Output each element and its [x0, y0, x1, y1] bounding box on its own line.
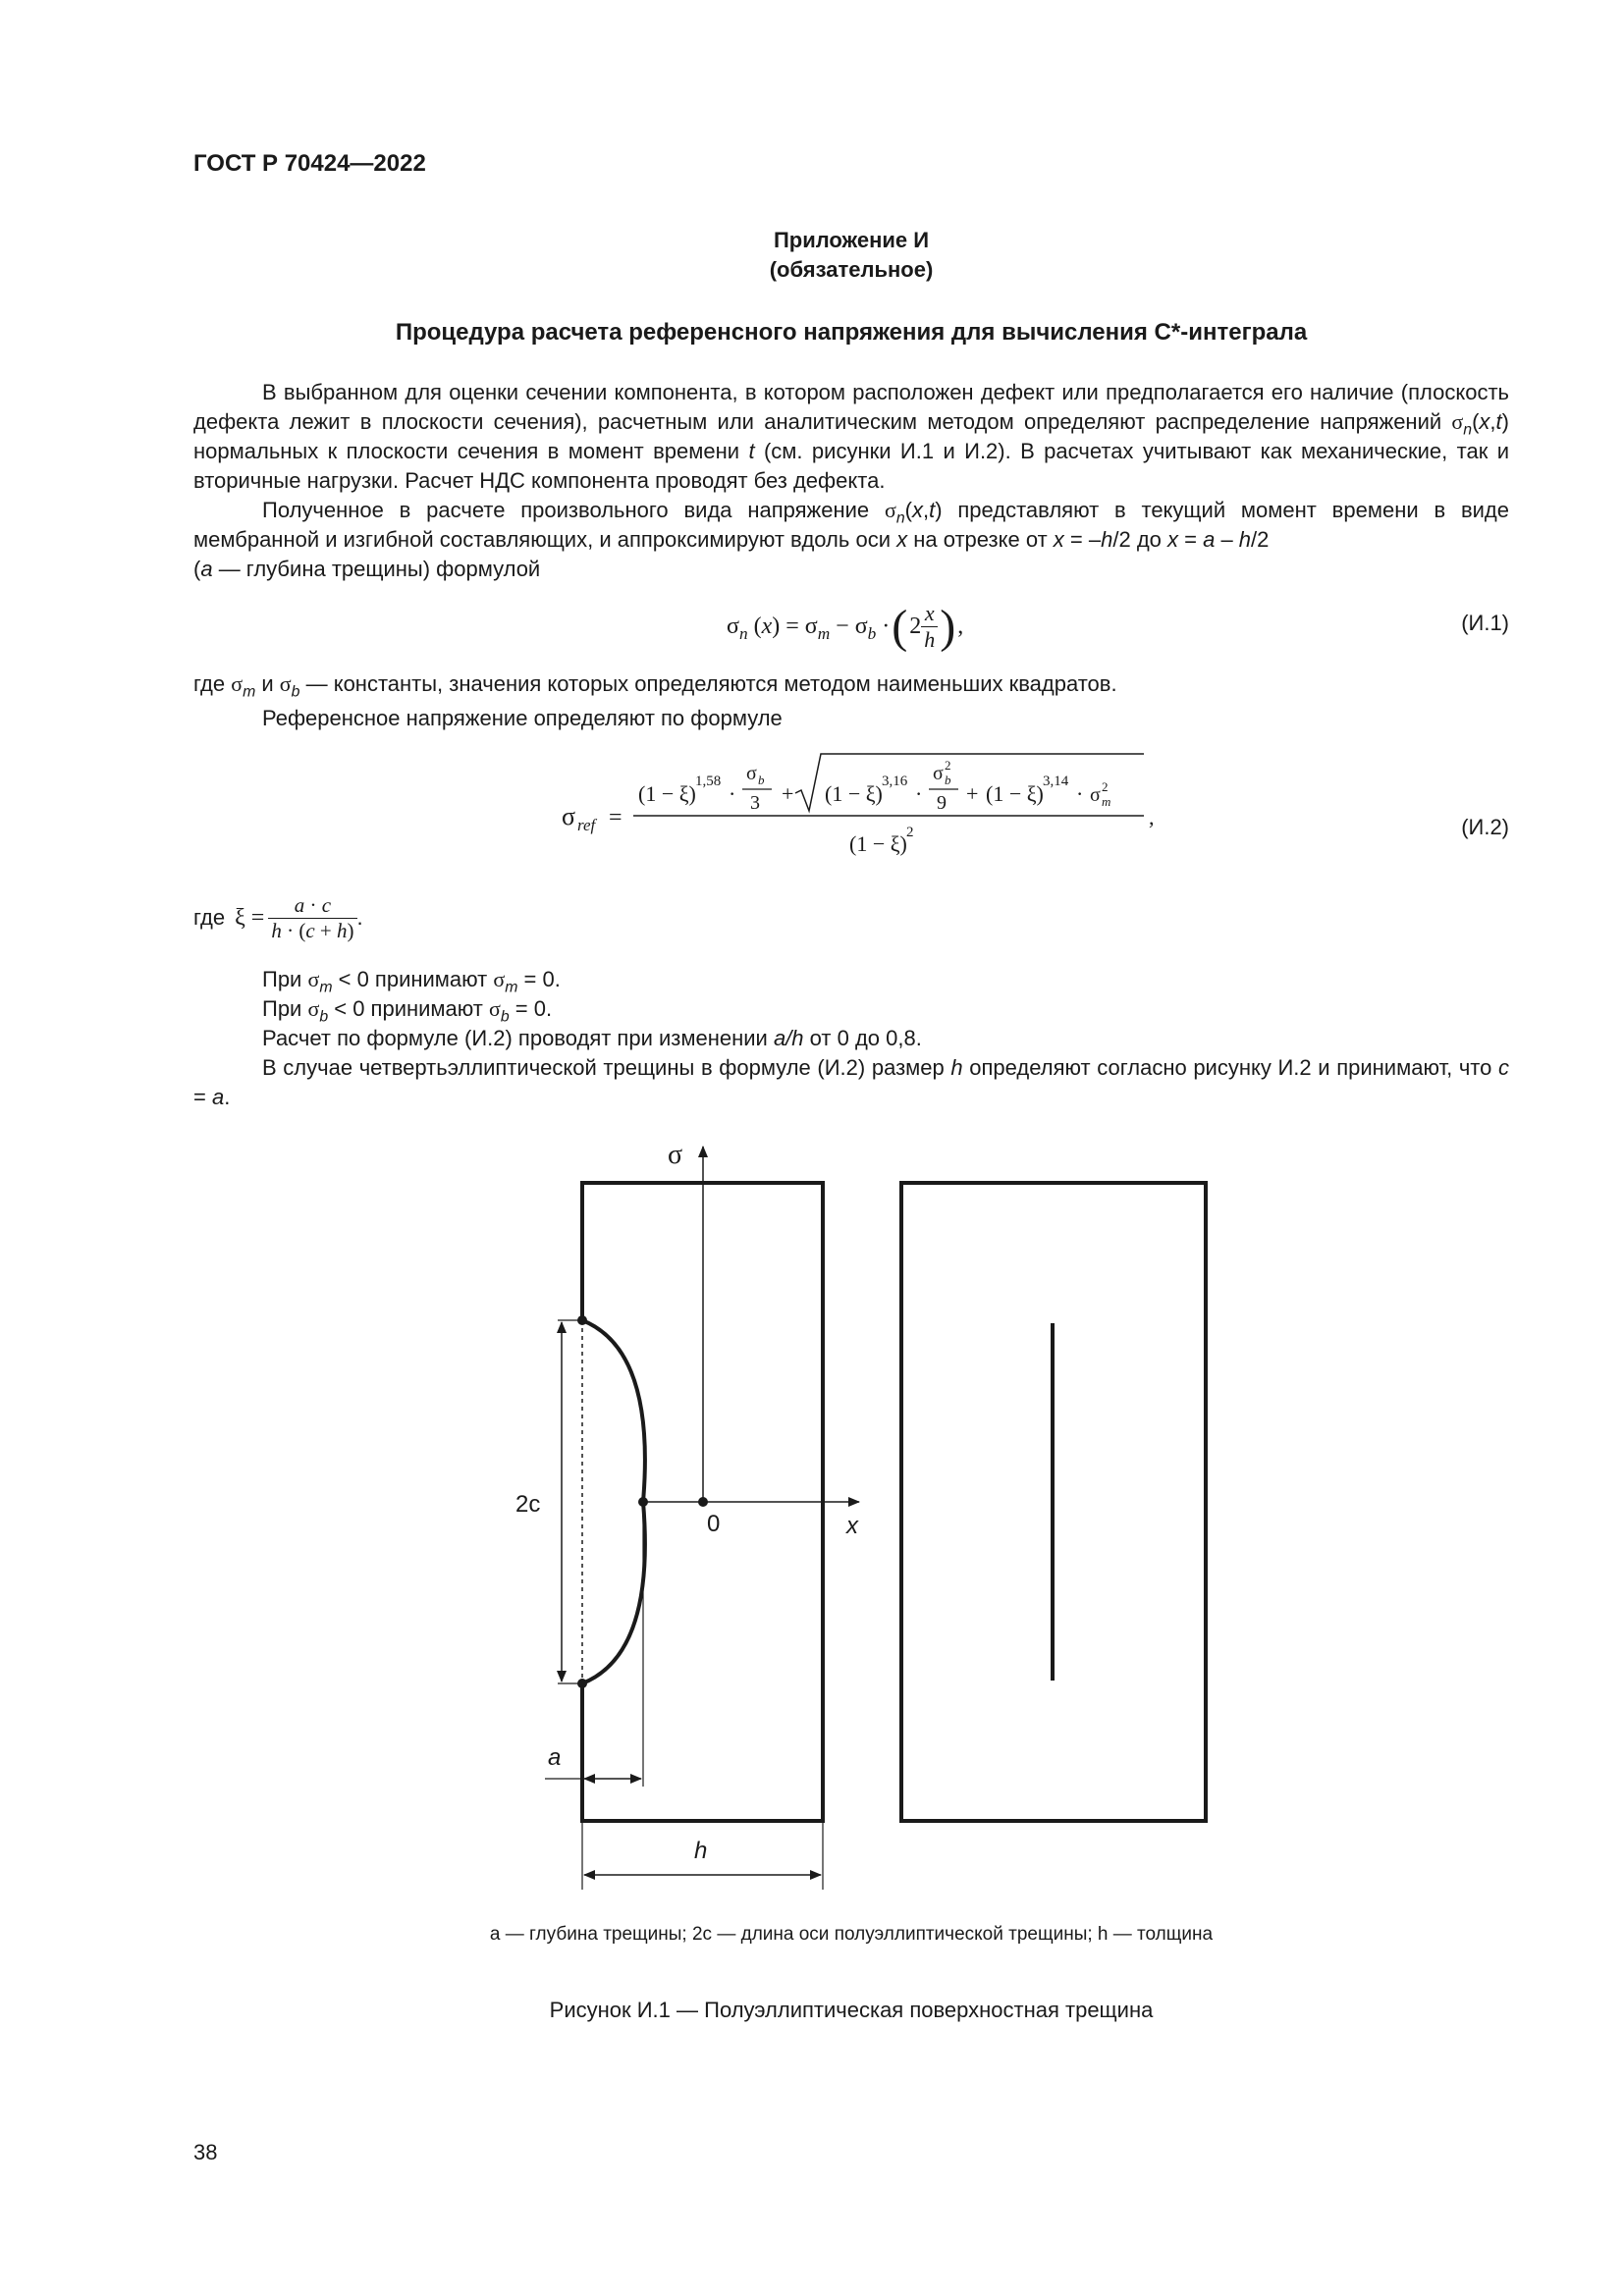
appendix-heading	[193, 226, 1509, 285]
xi-definition: где ξ = $\frac{a \cdot c}{h \cdot (c + h)}$ .	[193, 892, 363, 942]
figure-caption: Рисунок И.1 — Полуэллиптическая поверхностная трещина	[549, 1998, 1154, 2022]
svg-text:1,58: 1,58	[695, 774, 722, 789]
equation-2-number: (И.2)	[1461, 815, 1509, 839]
label-0: 0	[707, 1511, 721, 1537]
svg-text:+: +	[782, 781, 794, 806]
specimen-side-view	[901, 1183, 1206, 1821]
svg-text:(1 − ξ): (1 − ξ)	[825, 781, 883, 806]
svg-text:σ: σ	[1090, 784, 1101, 806]
figure-legend: a — глубина трещины; 2c — длина оси полуэллиптической трещины; h — толщина	[489, 1924, 1214, 1945]
svg-text:m: m	[1102, 794, 1111, 809]
svg-text:·: ·	[729, 781, 736, 806]
paragraph-1: В выбранном для оценки сечении компонента, в котором расположен дефект или предполагается его наличие (плоскость дефекта лежит в плоскости сечения), расчетным или аналитическим методом определяют распределение напряжений $\sigma_n(x,t)$ нормальных к плоскости сечения в момент времени t (см. рисунки И.1 и И.2). В расчетах учитывают как механические, так и вторичные нагрузки. Расчет НДС компонента проводят без дефекта.	[193, 380, 1509, 493]
svg-text:(1 − ξ): (1 − ξ)	[849, 831, 907, 856]
label-a: a	[548, 1744, 562, 1771]
conditions: При $\sigma_m < 0$ принимают $\sigma_m = 0$. При $\sigma_b < 0$ принимают $\sigma_b = 0$. Расчет по формуле (И.2) проводят при изменении a/h от 0 до 0,8. В случае четвертьэллиптической трещины в формуле (И.2) размер h определяют согласно рисунку И.2 и принимают, что c = a.	[193, 967, 1509, 1109]
svg-text:+: +	[966, 781, 979, 806]
svg-text:σ: σ	[746, 763, 757, 784]
appendix-status: (обязательное)	[769, 257, 934, 282]
svg-text:,: ,	[1149, 805, 1155, 829]
where-constants: где $\sigma_m$ и $\sigma_b$ — константы, значения которых определяются методом наименьших квадратов.	[193, 671, 1117, 701]
ref-intro: Референсное напряжение определяют по формуле	[262, 706, 783, 730]
svg-text:·: ·	[1076, 781, 1084, 806]
svg-text:2: 2	[1102, 779, 1109, 794]
page-number: 38	[193, 2140, 218, 2164]
crack-front	[582, 1320, 645, 1683]
svg-text:σ: σ	[933, 763, 944, 784]
label-x: x	[846, 1513, 858, 1539]
label-h: h	[694, 1838, 708, 1864]
svg-text:2: 2	[945, 758, 951, 773]
label-sigma: σ	[668, 1140, 683, 1170]
equation-2	[550, 746, 1178, 874]
procedure-title: Процедура расчета референсного напряжения для вычисления C*-интеграла	[395, 319, 1308, 346]
svg-text:·: ·	[915, 781, 923, 806]
appendix-title: Приложение И	[773, 228, 930, 252]
svg-text:2: 2	[906, 825, 914, 840]
svg-text:(1 − ξ): (1 − ξ)	[986, 781, 1044, 806]
label-2c: 2c	[515, 1491, 541, 1518]
paragraph-2: Полученное в расчете произвольного вида напряжение $\sigma_n(x,t)$ представляют в текущий момент времени в виде мембранной и изгибной составляющих, и аппроксимируют вдоль оси x на отрезке от x = –h/2 до x = a – h/2 (a — глубина трещины) формулой	[193, 498, 1509, 581]
svg-text:σ: σ	[562, 802, 576, 830]
svg-text:b: b	[945, 773, 951, 787]
equation-1-number: (И.1)	[1461, 611, 1509, 635]
svg-text:=: =	[609, 805, 623, 830]
equation-1: $\sigma_n$ $(x) = \sigma_m - \sigma_b$ · ( 2 $\frac{x}{h}$ ) ,	[727, 600, 964, 653]
svg-text:ref: ref	[577, 816, 596, 834]
svg-text:(1 − ξ): (1 − ξ)	[638, 781, 696, 806]
specimen-outline	[582, 1183, 823, 1821]
svg-text:3: 3	[750, 792, 760, 814]
svg-text:b: b	[758, 773, 765, 787]
standard-code: ГОСТ Р 70424—2022	[193, 150, 426, 177]
svg-text:3,16: 3,16	[882, 774, 908, 789]
svg-text:9: 9	[937, 792, 947, 814]
svg-text:3,14: 3,14	[1043, 774, 1069, 789]
